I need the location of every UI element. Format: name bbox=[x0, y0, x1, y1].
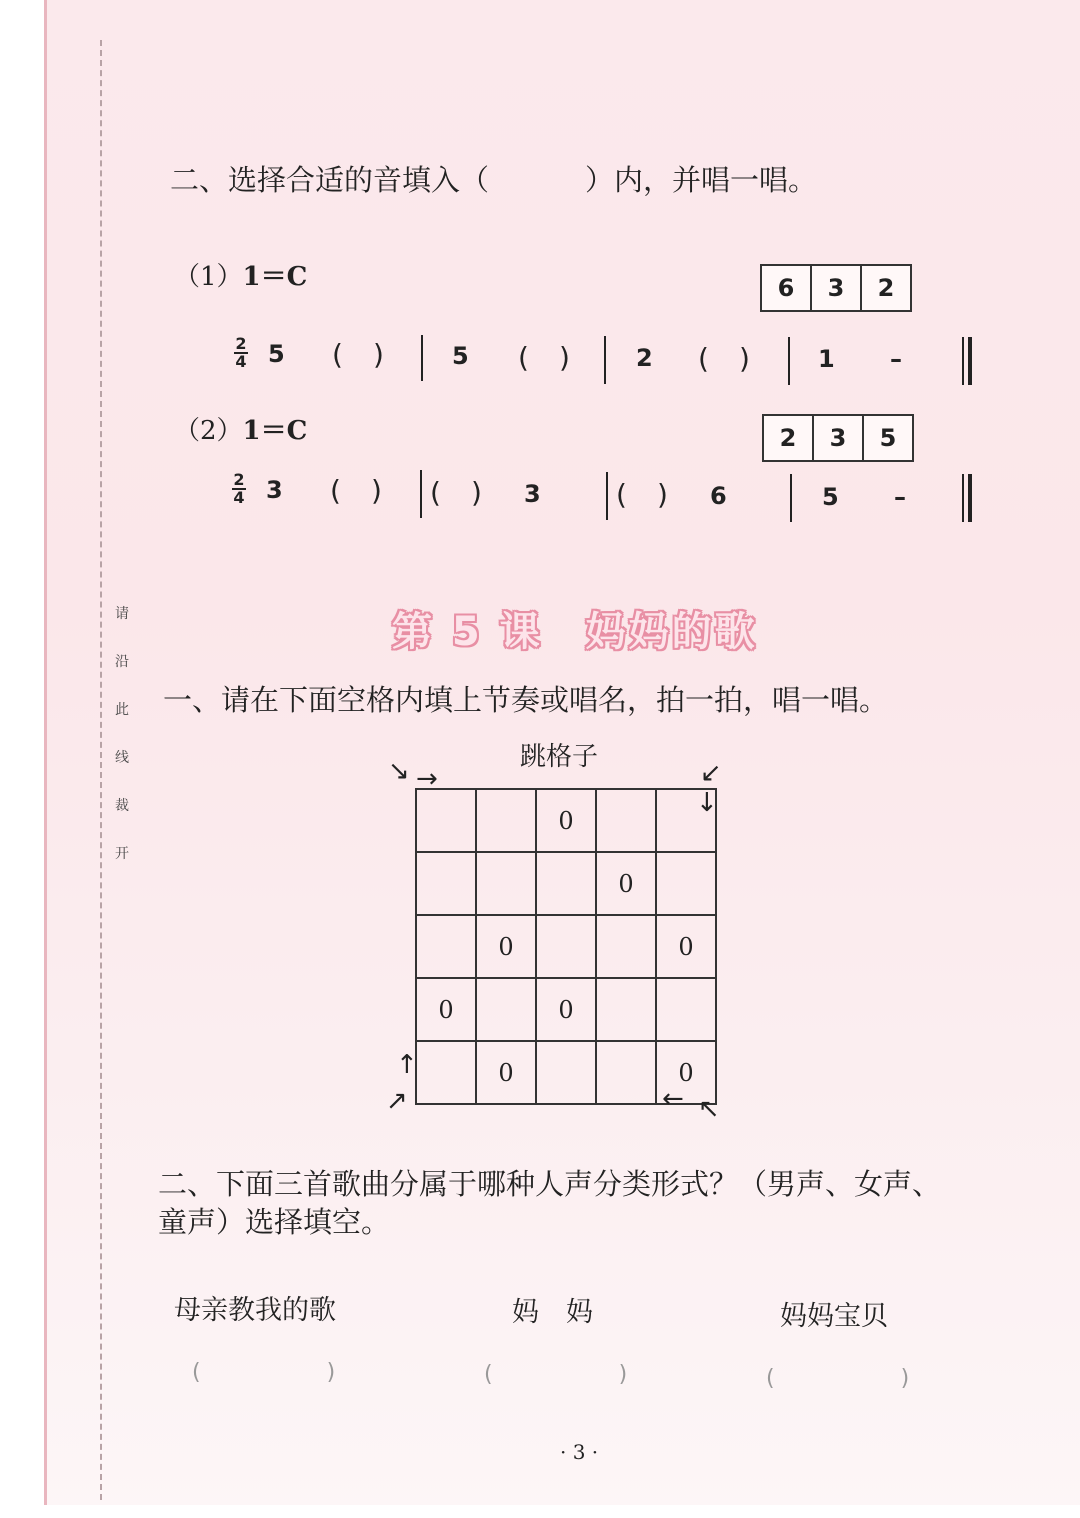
choice-note: 5 bbox=[862, 416, 912, 460]
bar-line bbox=[420, 470, 422, 518]
answer-blank[interactable]: ( ) bbox=[766, 1366, 910, 1391]
grid-cell[interactable] bbox=[596, 789, 656, 852]
grid-cell[interactable]: 0 bbox=[476, 915, 536, 978]
hopscotch-grid bbox=[415, 788, 717, 1105]
exercise-label: （2） bbox=[174, 416, 243, 446]
page-edge-line bbox=[44, 0, 47, 1505]
grid-cell[interactable]: 0 bbox=[656, 915, 716, 978]
answer-blank[interactable]: ( ) bbox=[192, 1360, 336, 1385]
arrow-left-icon: ← bbox=[662, 1084, 684, 1114]
final-bar-line bbox=[962, 337, 964, 385]
note: 3 bbox=[266, 476, 283, 504]
time-signature: 2 4 bbox=[233, 470, 245, 507]
grid-cell[interactable] bbox=[476, 852, 536, 915]
choice-note: 3 bbox=[810, 266, 860, 310]
grid-cell[interactable]: 0 bbox=[416, 978, 476, 1041]
grid-row bbox=[416, 789, 716, 852]
note: 1 bbox=[818, 345, 835, 373]
answer-blank[interactable]: ( ) bbox=[484, 1362, 628, 1387]
grid-cell[interactable] bbox=[416, 852, 476, 915]
grid-row bbox=[416, 852, 716, 915]
grid-row bbox=[416, 978, 716, 1041]
section-heading bbox=[170, 158, 817, 199]
grid-cell[interactable] bbox=[536, 1041, 596, 1104]
page-left-margin bbox=[0, 0, 44, 1518]
arrow-up-icon: ↑ bbox=[396, 1050, 418, 1080]
choice-note: 2 bbox=[779, 424, 797, 452]
arrow-down-left-icon: ↙ bbox=[700, 758, 722, 788]
answer-blank[interactable]: ( ) bbox=[698, 342, 750, 375]
song-title: 妈 妈 bbox=[512, 1297, 593, 1328]
song-title: 母亲教我的歌 bbox=[174, 1295, 336, 1326]
note: 5 bbox=[822, 483, 839, 511]
exercise-2-key bbox=[174, 410, 307, 447]
lesson-title: 第 5 课 妈妈的歌 bbox=[392, 609, 758, 655]
grid-cell[interactable]: 0 bbox=[476, 1041, 536, 1104]
grid-cell[interactable] bbox=[596, 915, 656, 978]
exercise-1-key bbox=[174, 256, 307, 293]
note: 5 bbox=[268, 340, 285, 368]
page-number: · 3 · bbox=[560, 1440, 599, 1464]
note: 5 bbox=[452, 342, 469, 370]
page-bottom-margin bbox=[0, 1505, 1080, 1518]
choice-note: 3 bbox=[812, 416, 862, 460]
grid-title: 跳格子 bbox=[520, 742, 599, 772]
grid-cell[interactable] bbox=[536, 915, 596, 978]
answer-blank[interactable]: ( ) bbox=[518, 341, 570, 374]
arrow-up-right-icon: ↗ bbox=[386, 1086, 408, 1116]
grid-cell[interactable] bbox=[656, 852, 716, 915]
arrow-up-left-icon: ↖ bbox=[698, 1094, 720, 1124]
song-title: 妈妈宝贝 bbox=[780, 1301, 888, 1332]
answer-blank[interactable]: ( ) bbox=[330, 474, 382, 507]
dash: – bbox=[894, 483, 906, 511]
grid-cell[interactable]: 0 bbox=[536, 978, 596, 1041]
arrow-right-icon: → bbox=[416, 764, 438, 794]
heading-part-a: 二、选择合适的音填入（ bbox=[170, 163, 490, 197]
bar-line bbox=[606, 472, 608, 520]
arrow-down-right-icon: ↘ bbox=[388, 756, 410, 786]
grid-cell[interactable] bbox=[416, 915, 476, 978]
bar-line bbox=[788, 337, 790, 385]
exercise-label: （1） bbox=[174, 262, 243, 292]
choice-note: 6 bbox=[777, 274, 795, 302]
key-signature: 1＝C bbox=[242, 416, 308, 446]
grid-cell[interactable]: 0 bbox=[536, 789, 596, 852]
bar-line bbox=[604, 336, 606, 384]
choice-note: 2 bbox=[860, 266, 910, 310]
grid-cell[interactable] bbox=[416, 789, 476, 852]
part-1-heading: 一、请在下面空格内填上节奏或唱名，拍一拍，唱一唱。 bbox=[163, 683, 889, 717]
note: 3 bbox=[524, 480, 541, 508]
grid-row bbox=[416, 915, 716, 978]
grid-cell[interactable] bbox=[416, 1041, 476, 1104]
grid-cell[interactable] bbox=[476, 789, 536, 852]
final-bar-line-thick bbox=[968, 474, 972, 522]
cut-instruction: 请沿此线裁开 bbox=[115, 606, 129, 862]
answer-blank[interactable]: ( ) bbox=[332, 338, 384, 371]
choice-box-1 bbox=[760, 264, 912, 312]
key-signature: 1＝C bbox=[242, 262, 308, 292]
bar-line bbox=[790, 474, 792, 522]
choice-box-2 bbox=[762, 414, 914, 462]
time-signature: 2 4 bbox=[235, 334, 247, 371]
heading-part-b: ）内，并唱一唱。 bbox=[585, 163, 818, 197]
grid-cell[interactable] bbox=[596, 1041, 656, 1104]
grid-cell[interactable] bbox=[476, 978, 536, 1041]
arrow-down-icon: ↓ bbox=[696, 788, 718, 818]
part-2-heading-line-2: 童声）选择填空。 bbox=[158, 1205, 391, 1239]
bar-line bbox=[421, 335, 423, 381]
answer-blank[interactable]: ( ) bbox=[616, 478, 668, 511]
grid-cell[interactable]: 0 bbox=[656, 1041, 716, 1104]
grid-cell[interactable] bbox=[656, 978, 716, 1041]
grid-cell[interactable] bbox=[596, 978, 656, 1041]
grid-cell[interactable] bbox=[536, 852, 596, 915]
part-2-heading-line-1: 二、下面三首歌曲分属于哪种人声分类形式？（男声、女声、 bbox=[158, 1167, 942, 1201]
note: 2 bbox=[636, 344, 653, 372]
note: 6 bbox=[710, 482, 727, 510]
dash: – bbox=[890, 345, 902, 373]
final-bar-line-thick bbox=[968, 337, 972, 385]
final-bar-line bbox=[962, 474, 964, 522]
cut-dashed-line bbox=[100, 40, 102, 1500]
grid-cell[interactable]: 0 bbox=[596, 852, 656, 915]
answer-blank[interactable]: ( ) bbox=[430, 476, 482, 509]
